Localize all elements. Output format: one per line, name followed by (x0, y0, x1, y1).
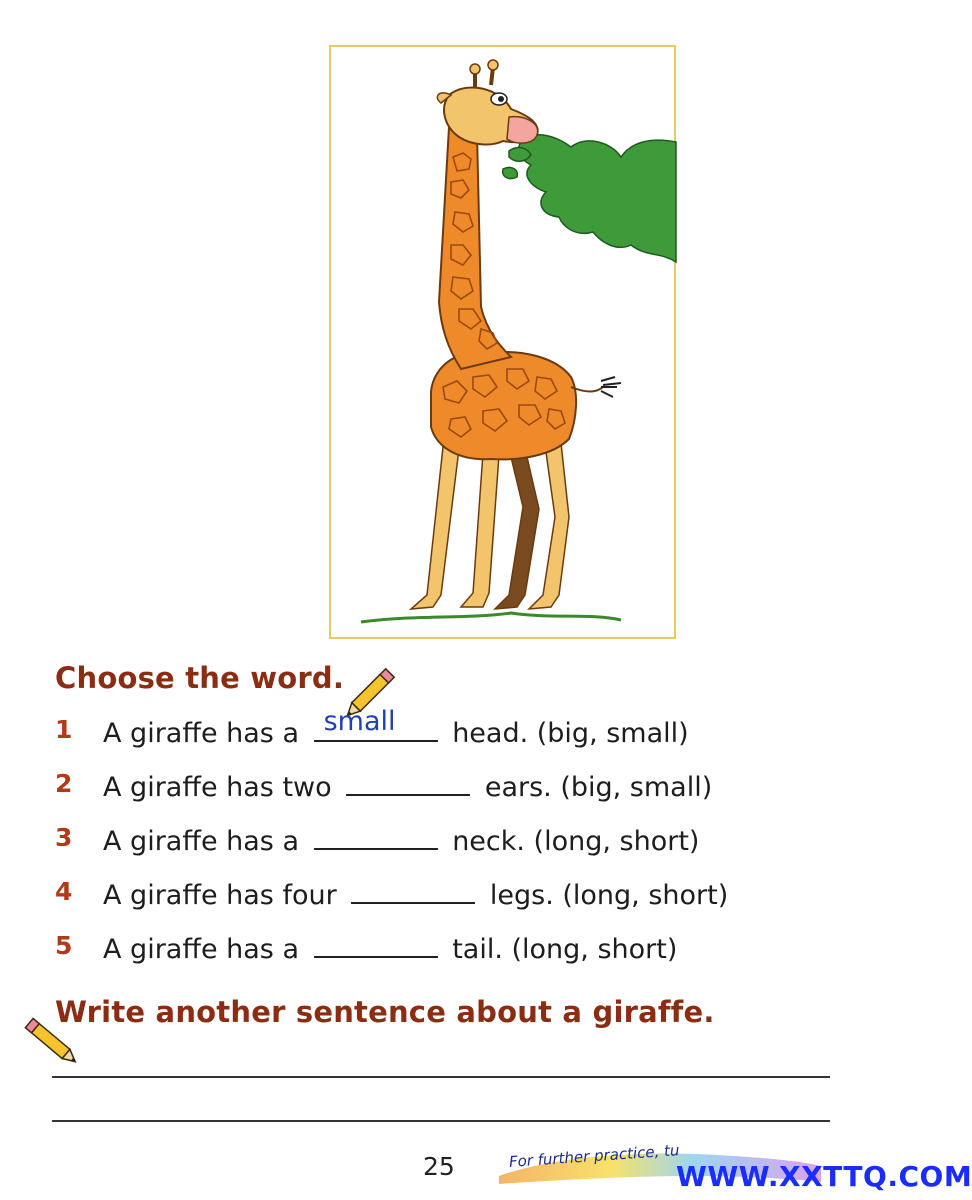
giraffe-neck (439, 121, 511, 369)
answer-blank-4[interactable] (351, 870, 475, 904)
exercise-item-5 (55, 924, 855, 978)
writing-line-2[interactable] (52, 1120, 830, 1122)
exercise-item-1 (55, 708, 855, 762)
item-sentence (103, 816, 699, 864)
grass (361, 613, 621, 622)
item-sentence (103, 870, 728, 918)
answer-blank-5[interactable] (314, 924, 438, 958)
handwritten-answer: small (323, 706, 396, 737)
exercise-item-4 (55, 870, 855, 924)
item-sentence (103, 762, 712, 810)
sentence-start: A giraffe has a (103, 934, 299, 965)
item-number: 4 (55, 877, 73, 906)
item-sentence (103, 924, 677, 972)
exercise-list (55, 708, 855, 978)
writing-line-1[interactable] (52, 1076, 830, 1078)
item-sentence (103, 708, 689, 756)
sentence-end: head. (big, small) (452, 718, 689, 749)
section-heading-write-sentence: Write another sentence about a giraffe. (55, 995, 715, 1029)
answer-blank-1[interactable] (314, 708, 438, 742)
item-number: 2 (55, 769, 73, 798)
tree-foliage (503, 135, 676, 262)
answer-blank-3[interactable] (314, 816, 438, 850)
practice-banner-text: For further practice, tu (508, 1141, 681, 1171)
sentence-start: A giraffe has a (103, 718, 299, 749)
exercise-item-2 (55, 762, 855, 816)
item-number: 5 (55, 931, 73, 960)
sentence-start: A giraffe has four (103, 880, 337, 911)
item-number: 3 (55, 823, 73, 852)
section-heading-choose-word: Choose the word. (55, 661, 345, 695)
answer-blank-2[interactable] (346, 762, 470, 796)
giraffe-body (431, 352, 576, 460)
sentence-end: legs. (long, short) (489, 880, 729, 911)
item-number: 1 (55, 715, 73, 744)
sentence-end: tail. (long, short) (452, 934, 678, 965)
watermark: WWW.XXTTQ.COM (676, 1160, 972, 1193)
sentence-start: A giraffe has two (103, 772, 332, 803)
giraffe-legs (411, 443, 569, 609)
sentence-end: ears. (big, small) (484, 772, 713, 803)
sentence-end: neck. (long, short) (452, 826, 700, 857)
giraffe-drawing (331, 47, 674, 637)
giraffe-illustration (329, 45, 676, 639)
sentence-start: A giraffe has a (103, 826, 299, 857)
exercise-item-3 (55, 816, 855, 870)
page-number: 25 (423, 1152, 455, 1181)
